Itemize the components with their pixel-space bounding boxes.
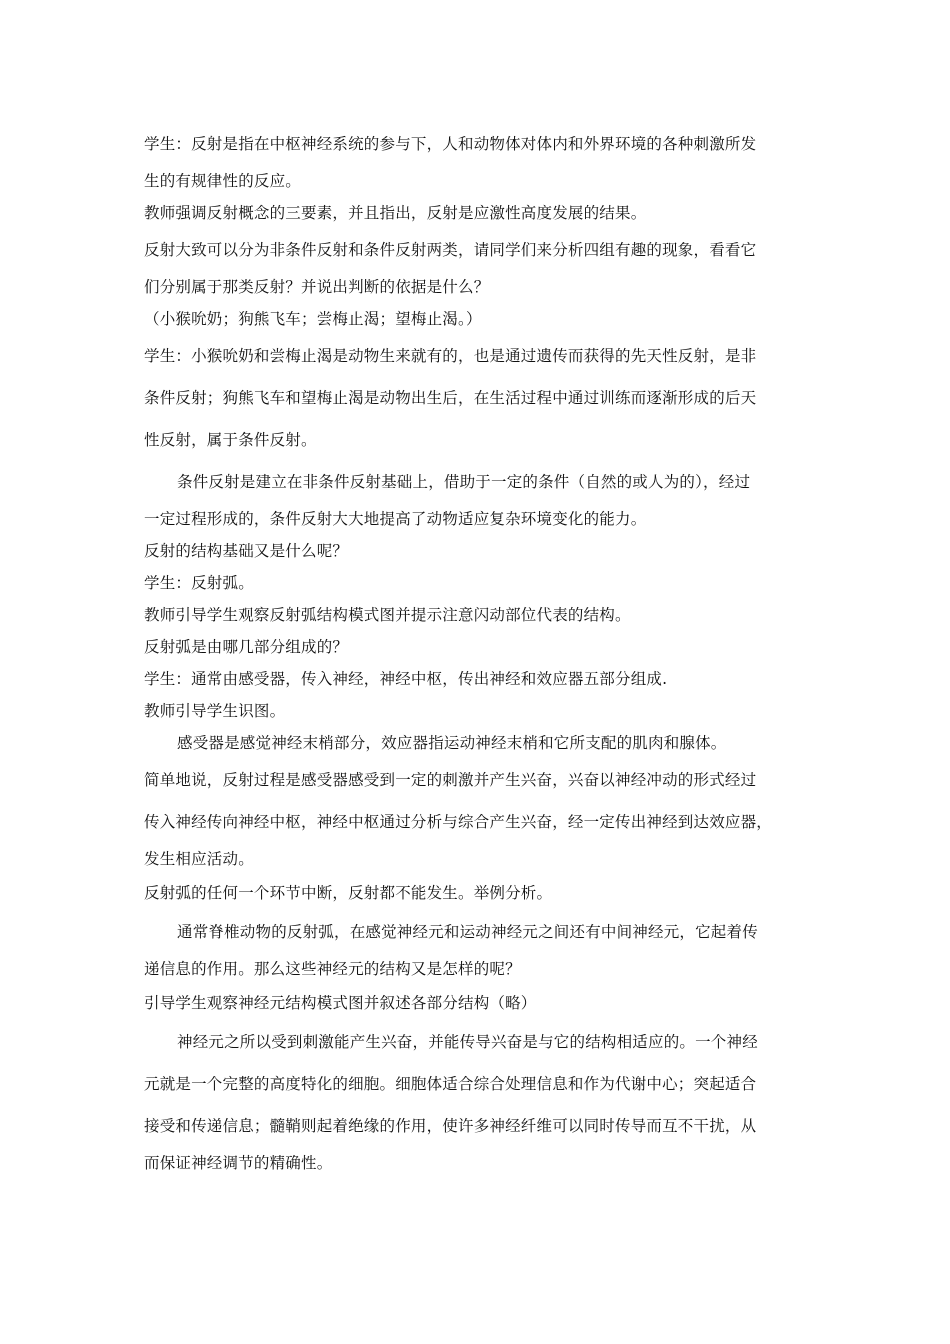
text-line: 教师强调反射概念的三要素，并且指出，反射是应激性高度发展的结果。	[144, 204, 647, 222]
text-line: 一定过程形成的，条件反射大大地提高了动物适应复杂环境变化的能力。	[144, 510, 647, 528]
text-line-indented: 神经元之所以受到刺激能产生兴奋，并能传导兴奋是与它的结构相适应的。一个神经	[177, 1033, 758, 1051]
text-line: 反射弧是由哪几部分组成的？	[144, 638, 349, 656]
text-line: 反射弧的任何一个环节中断，反射都不能发生。举例分析。	[144, 884, 553, 902]
text-line: 们分别属于那类反射？并说出判断的依据是什么？	[144, 278, 490, 296]
text-line: 元就是一个完整的高度特化的细胞。细胞体适合综合处理信息和作为代谢中心；突起适合	[144, 1075, 757, 1093]
text-line: 传入神经传向神经中枢，神经中枢通过分析与综合产生兴奋，经一定传出神经到达效应器，	[144, 813, 773, 831]
text-line: 学生：反射是指在中枢神经系统的参与下，人和动物体对体内和外界环境的各种刺激所发	[144, 135, 757, 153]
text-line-indented: 条件反射是建立在非条件反射基础上，借助于一定的条件（自然的或人为的），经过	[177, 473, 751, 491]
text-line: 教师引导学生观察反射弧结构模式图并提示注意闪动部位代表的结构。	[144, 606, 631, 624]
text-line: 反射大致可以分为非条件反射和条件反射两类，请同学们来分析四组有趣的现象，看看它	[144, 241, 757, 259]
text-line: 教师引导学生识图。	[144, 702, 286, 720]
text-line: 发生相应活动。	[144, 850, 254, 868]
text-line: 性反射，属于条件反射。	[144, 431, 317, 449]
text-line: 生的有规律性的反应。	[144, 172, 302, 190]
document-body	[144, 123, 808, 1179]
text-line: 学生：反射弧。	[144, 574, 254, 592]
text-line: 学生：小猴吮奶和尝梅止渴是动物生来就有的，也是通过遗传而获得的先天性反射，是非	[144, 347, 757, 365]
text-line: 引导学生观察神经元结构模式图并叙述各部分结构（略）	[144, 994, 537, 1012]
text-line-indented: 感受器是感觉神经末梢部分，效应器指运动神经末梢和它所支配的肌肉和腺体。	[177, 734, 727, 752]
text-line-indented: 通常脊椎动物的反射弧，在感觉神经元和运动神经元之间还有中间神经元，它起着传	[177, 923, 758, 941]
text-line: 递信息的作用。那么这些神经元的结构又是怎样的呢？	[144, 960, 521, 978]
text-line: 而保证神经调节的精确性。	[144, 1154, 333, 1172]
text-line: 反射的结构基础又是什么呢？	[144, 542, 349, 560]
text-line: 简单地说，反射过程是感受器感受到一定的刺激并产生兴奋，兴奋以神经冲动的形式经过	[144, 771, 757, 789]
text-line: 学生：通常由感受器，传入神经，神经中枢，传出神经和效应器五部分组成.	[144, 670, 668, 688]
text-line: 条件反射；狗熊飞车和望梅止渴是动物出生后，在生活过程中通过训练而逐渐形成的后天	[144, 389, 757, 407]
text-line: （小猴吮奶；狗熊飞车；尝梅止渴；望梅止渴。）	[144, 310, 482, 328]
text-line: 接受和传递信息；髓鞘则起着绝缘的作用，使许多神经纤维可以同时传导而互不干扰，从	[144, 1117, 757, 1135]
